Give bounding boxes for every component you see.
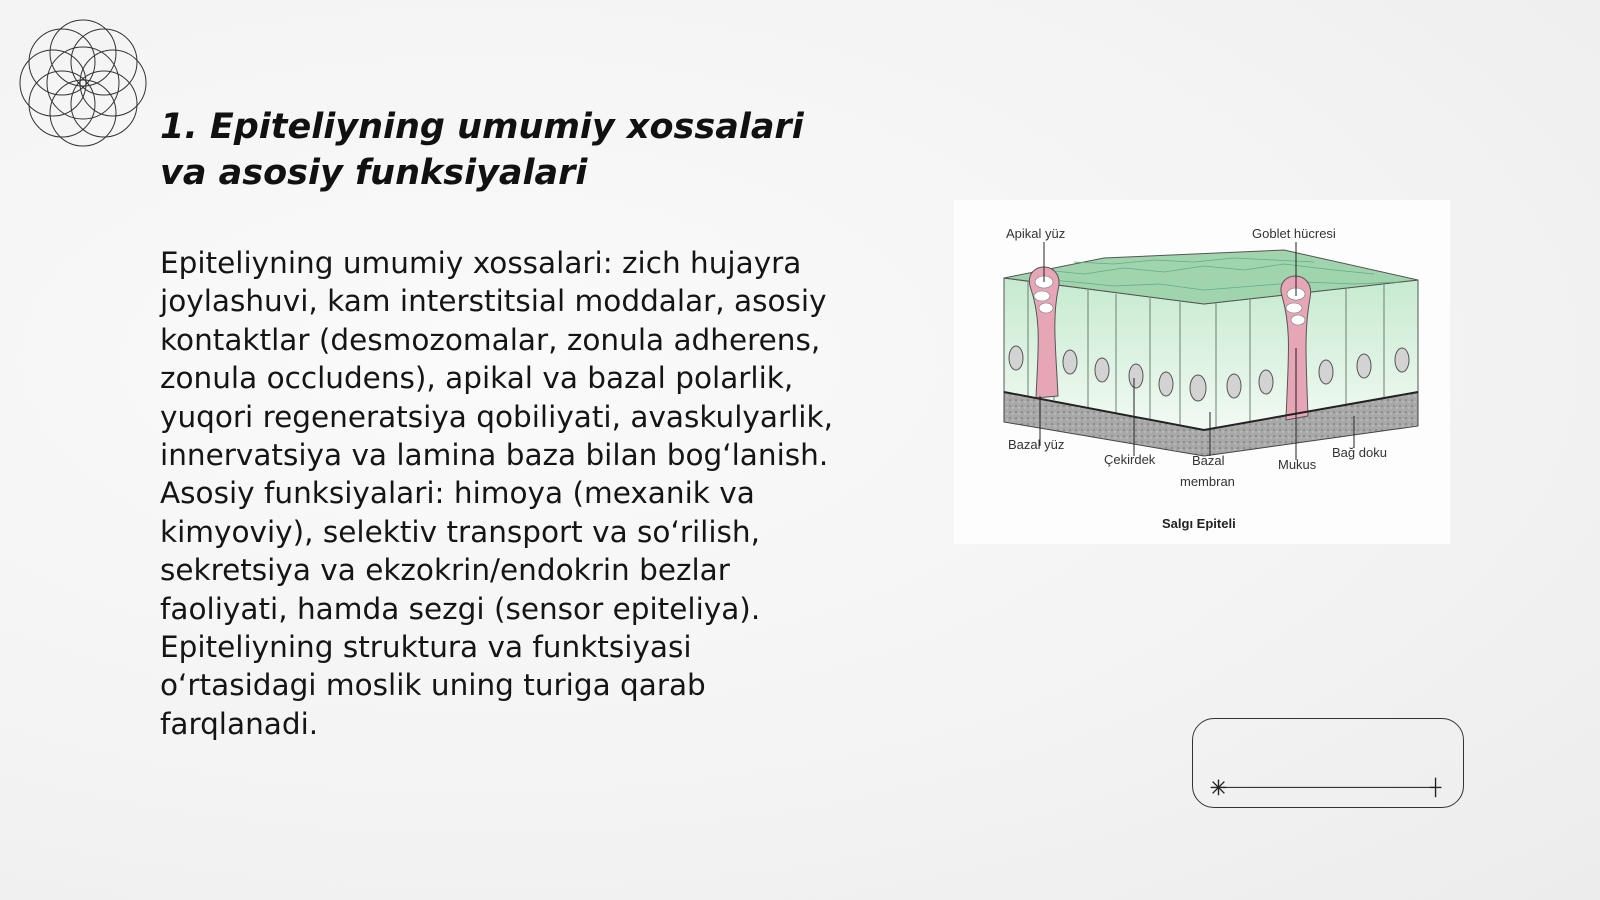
ring-pattern-icon [8,8,158,158]
diagram-caption: Salgı Epiteli [1162,516,1236,531]
label-connective: Bağ doku [1332,445,1387,460]
label-basal-membrane-1: Bazal [1192,453,1225,468]
label-mucus: Mukus [1278,457,1317,472]
label-apical: Apikal yüz [1006,226,1066,241]
label-goblet: Goblet hücresi [1252,226,1336,241]
label-basal-membrane-2: membran [1180,474,1235,489]
cross-icon [1430,778,1442,798]
label-basal-face: Bazal yüz [1008,437,1065,452]
epithelium-diagram [954,200,1450,544]
slide-body-text: Epiteliyning umumiy xossalari: zich hujayra joylashuvi, kam interstitsial moddalar, asosiy kontaktlar (desmozomalar, zonula adherens, zonula occludens), apikal va bazal polarlik, yuqori regeneratsiya qobiliyati, avaskulyarlik, innervatsiya va lamina baza bilan bog‘lanish. Asosiy funksiyalari: himoya (mexanik va kimyoviy), selektiv transport va so‘rilish, sekretsiya va ekzokrin/endokrin bezlar faoliyati, hamda sezgi (sensor epiteliya). Epiteliyning struktura va funktsiyasi o‘rtasidagi moslik uning turiga qarab farqlanadi. [160,246,833,741]
sparkle-icon [1211,780,1227,796]
label-nucleus: Çekirdek [1104,452,1156,467]
slide-title: 1. Epiteliyning umumiy xossalari va asosiy funksiyalari [160,107,804,193]
decorative-pill [1192,718,1464,808]
